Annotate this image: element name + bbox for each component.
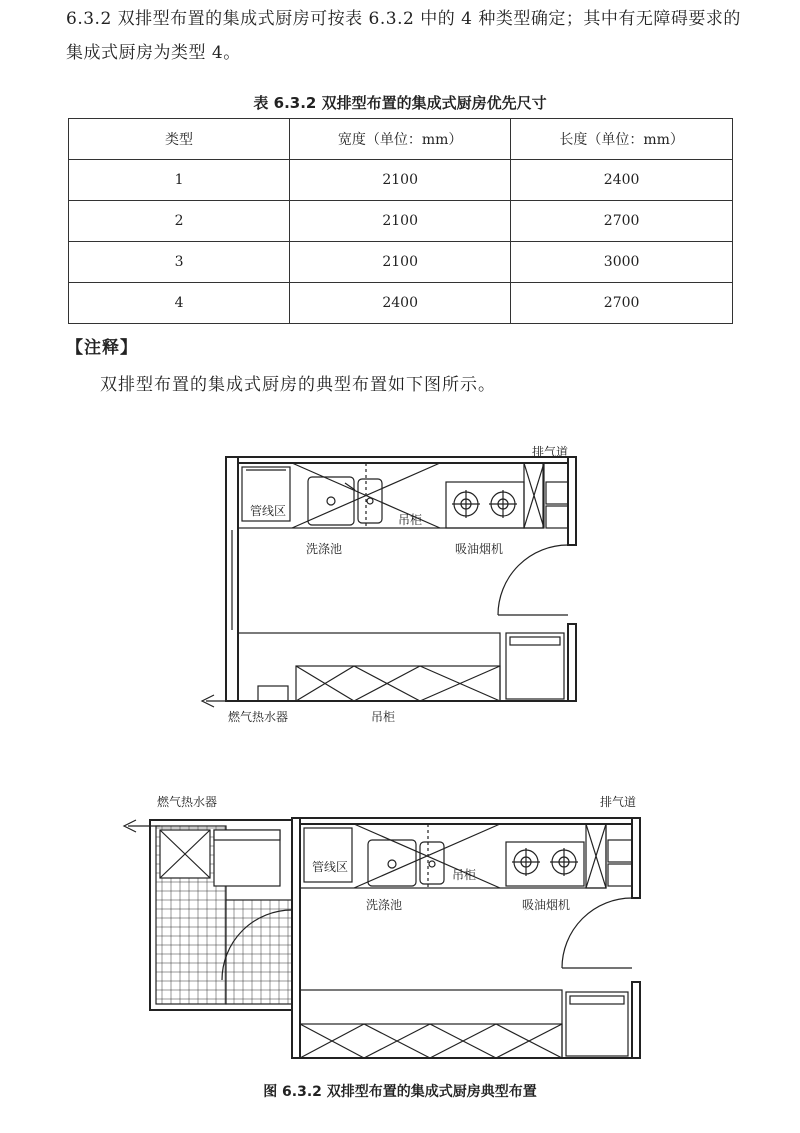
- label-sink: 洗涤池: [366, 898, 403, 912]
- cell-length: 2700: [511, 283, 733, 324]
- wall-left: [292, 818, 300, 1058]
- wall-right-lower: [568, 624, 576, 701]
- table-header-row: [69, 119, 733, 160]
- note-text: 双排型布置的集成式厨房的典型布置如下图所示。: [100, 375, 496, 395]
- fridge: [566, 992, 628, 1056]
- label-exhaust: 排气道: [532, 445, 569, 459]
- cell-length: 3000: [511, 242, 733, 283]
- intro-paragraph: 6.3.2 双排型布置的集成式厨房可按表 6.3.2 中的 4 种类型确定；其中有无障碍要求的集成式厨房为类型 4。: [66, 9, 741, 63]
- label-exhaust: 排气道: [600, 795, 637, 809]
- header-type: 类型: [69, 119, 290, 160]
- header-width: 宽度（单位：mm）: [290, 119, 511, 160]
- wall-right: [568, 457, 576, 545]
- wall-top: [226, 457, 576, 463]
- table-row: [69, 160, 733, 201]
- exhaust-arrow: [124, 820, 160, 832]
- cell-type: 2: [69, 201, 290, 242]
- cell-width: 2100: [290, 160, 511, 201]
- cell-type: 4: [69, 283, 290, 324]
- label-cabinet-top: 吊柜: [398, 513, 423, 527]
- wall-right-lower: [632, 982, 640, 1058]
- cell-type: 3: [69, 242, 290, 283]
- label-cabinet-top: 吊柜: [452, 868, 477, 882]
- kitchen-layout-diagram-2: [0, 785, 800, 1085]
- door-swing: [498, 545, 568, 615]
- cell-type: 1: [69, 160, 290, 201]
- label-gas-heater: 燃气热水器: [157, 795, 218, 809]
- note-heading: 【注释】: [66, 338, 138, 358]
- stove: [506, 842, 584, 886]
- wall-right: [632, 818, 640, 898]
- cell-length: 2700: [511, 201, 733, 242]
- cell-width: 2100: [290, 201, 511, 242]
- fridge: [506, 633, 564, 699]
- table-caption: 表 6.3.2 双排型布置的集成式厨房优先尺寸: [253, 94, 547, 112]
- table-row: [69, 242, 733, 283]
- label-hood: 吸油烟机: [455, 542, 504, 556]
- cell-length: 2400: [511, 160, 733, 201]
- size-table: [68, 118, 733, 324]
- wall-top: [292, 818, 640, 824]
- label-hood: 吸油烟机: [522, 898, 571, 912]
- sink-basin-right: [420, 842, 444, 884]
- label-pipe-area: 管线区: [250, 504, 287, 518]
- label-sink: 洗涤池: [306, 542, 343, 556]
- label-pipe-area: 管线区: [312, 860, 349, 874]
- label-cabinet-bottom: 吊柜: [371, 710, 396, 724]
- table-row: [69, 201, 733, 242]
- stove: [446, 482, 524, 528]
- kitchen-layout-diagram-1: [0, 425, 800, 725]
- cell-width: 2400: [290, 283, 511, 324]
- header-length: 长度（单位：mm）: [511, 119, 733, 160]
- door-swing: [562, 898, 632, 968]
- figure-caption: 图 6.3.2 双排型布置的集成式厨房典型布置: [263, 1084, 537, 1100]
- cell-width: 2100: [290, 242, 511, 283]
- bottom-counter: [238, 633, 500, 701]
- label-gas-heater: 燃气热水器: [228, 710, 289, 724]
- top-counter: [238, 463, 543, 528]
- table-row: [69, 283, 733, 324]
